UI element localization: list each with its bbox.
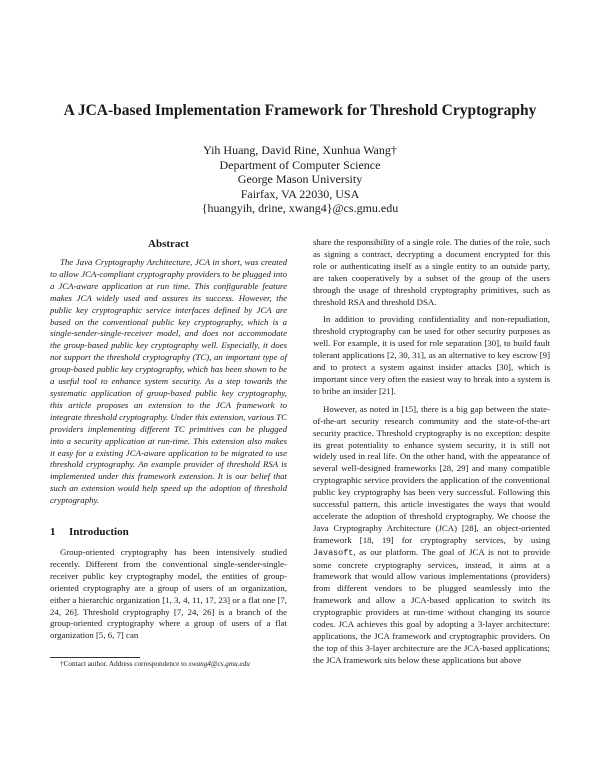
right-column <box>313 237 550 671</box>
body-paragraph-1: share the responsibility of a single role. The duties of the role, such as signing a contract, decrypting a document encrypted for this role or authenticating itself as a single entity to an outside party, are taken cooperatively by a subset of the group of the users through the usage of threshold cryptography primitives, such as threshold RSA and threshold DSA. <box>313 237 550 307</box>
paragraph-3-text: However, as noted in [15], there is a big gap between the state-of-the-art security research community and the state-of-the-art security practice. Threshold cryptography is no exception: despite its great potentiality to enhance system security, it is still not widely used in real life. On the other hand, with the appearance of several well-designed frameworks [28, 29] and many compatible cryptographic service providers the application of the conventional public key cryptography has been very successful. Following this successful pattern, this article investigates the ways that would accelerate the adoption of threshold cryptography. We choose the Java Cryptography Architecture (JCA) [28], an object-oriented framework [18, 19] for cryptography services, by using <box>313 403 550 545</box>
author-location: Fairfax, VA 22030, USA <box>240 186 360 201</box>
body-paragraph-2: In addition to providing confidentiality and non-repudiation, threshold cryptography can be used for other security purposes as well. For example, it is used for role separation [30], to build fault tolerant applications [2, 30, 31], as an alternative to key escrow [9] and to protect a system against insider attacks [30], which is important since very often the easiest way to break into a system is to bribe an insider [21]. <box>313 314 550 396</box>
author-department: Department of Computer Science <box>219 157 381 172</box>
left-column <box>50 237 287 646</box>
paper-title: A JCA-based Implementation Framework for Threshold Cryptography <box>63 102 537 119</box>
body-paragraph-3 <box>313 404 550 667</box>
footnote-rule <box>50 657 140 658</box>
footnote-email: xwang4@cs.gmu.edu <box>188 660 250 668</box>
section-heading-introduction <box>50 525 287 539</box>
author-emails: {huangyih, drine, xwang4}@cs.gmu.edu <box>201 201 399 215</box>
abstract-text: The Java Cryptography Architecture, JCA in short, was created to allow JCA-compliant cryptography providers to be plugged into a JCA-aware application at run time. This configurable feature makes JCA widely used and assures its success. However, the public key cryptographic service interfaces defined by JCA are based on the conventional public key cryptography, which is a single-sender-single-receiver model, and does not accommodate the group-based public key cryptography well. Especially, it does not support the threshold cryptography (TC), an important type of group-based public key cryptography, which has been shown to be a useful tool to enhance system security. As a step towards the systematic application of group-based public key cryptography, this article proposes an extension to the JCA framework to integrate threshold cryptography. Under this extension, various TC providers implementing different TC primitives can be plugged into a security application at run-time. This extension also makes it easy for a existing JCA-aware application to be migrated to use threshold cryptography. An example provider of threshold RSA is implemented under this framework extension. It is our belief that such an extension would help speed up the adoption of threshold cryptography. <box>50 257 287 506</box>
section-title: Introduction <box>69 526 129 539</box>
footnote-text: †Contact author. Address correspondence to <box>60 660 189 668</box>
section-number: 1 <box>50 526 56 539</box>
abstract-heading: Abstract <box>148 238 189 250</box>
author-block <box>0 143 600 216</box>
paragraph-3-continuation: , as our platform. The goal of JCA is not to provide some concrete cryptography services, instead, it aims at a framework that would allow various implementations (providers) from different vendors to be plugged seamlessly into the framework and allow a JCA-based application to switch its cryptographic providers at run-time without changing its source codes. JCA achieves this goal by adopting a 3-layer architecture: applications, the JCA framework and cryptographic providers. On the top of this 3-layer architecture are the JCA-based applications; the JCA framework sits below these applications but above <box>313 546 550 665</box>
footnote <box>60 660 250 668</box>
intro-paragraph: Group-oriented cryptography has been intensively studied recently. Different from the conventional single-sender-single-receiver public key cryptography model, the entities of group-oriented cryptography are a group of users of an organization, either a hierarchic organization [1, 3, 4, 11, 17, 23] or a flat one [7, 24, 26]. Threshold cryptography [7, 24, 26] is a branch of the group-oriented cryptography where a group of users of a flat organization [5, 6, 7] can <box>50 547 287 641</box>
javasoft-code: Javasoft <box>313 547 354 558</box>
author-university: George Mason University <box>237 172 363 186</box>
author-names: Yih Huang, David Rine, Xunhua Wang† <box>203 143 397 157</box>
